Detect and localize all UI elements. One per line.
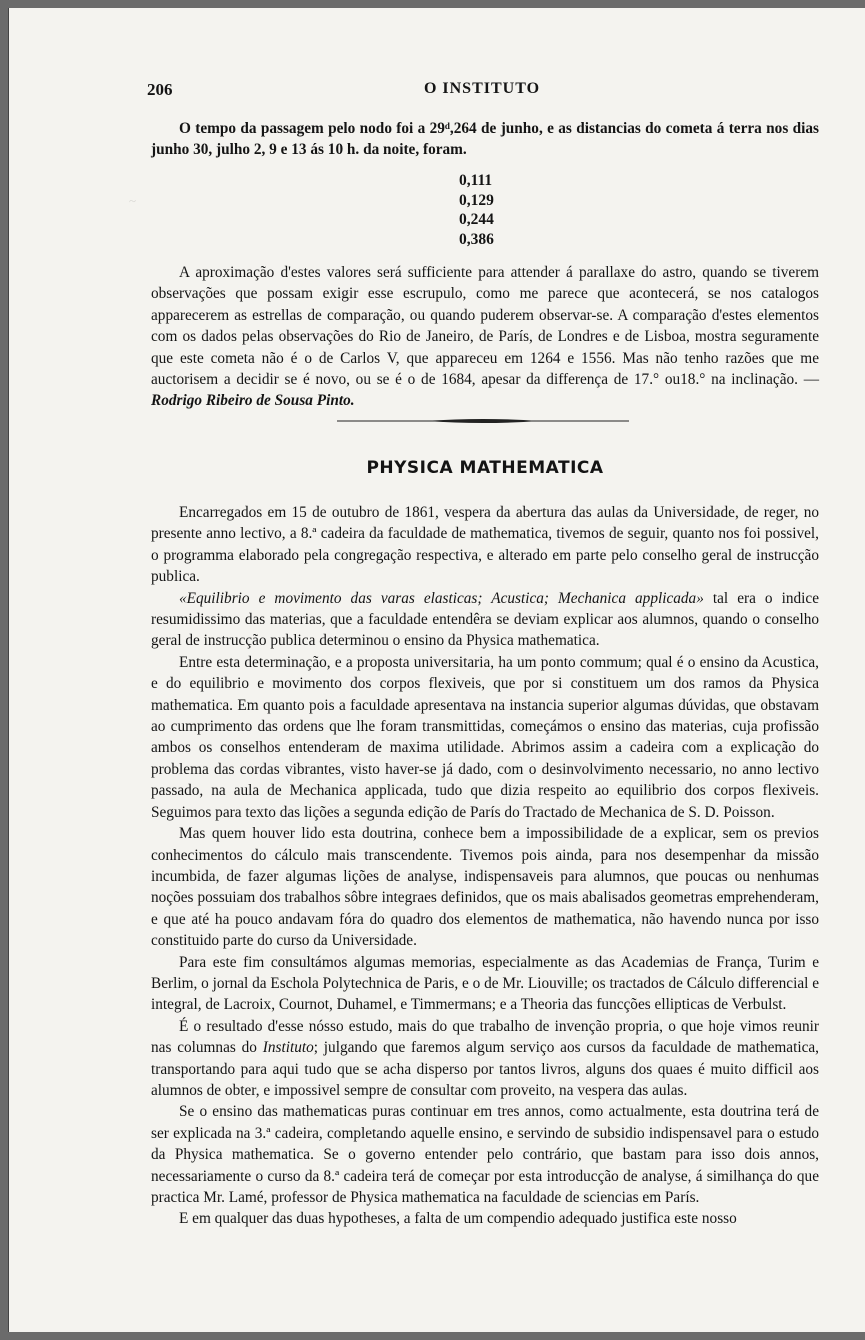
bleed-through: ~: [129, 193, 137, 208]
body-text: tal era o indice resumidissimo das materias, que a faculdade entendêra se deviam explicar aos alumnos, quando o conselho geral de instrucção publica determinou o ensino da Physica mathematica.: [151, 589, 819, 650]
running-title: O INSTITUTO: [423, 80, 541, 97]
author-signature: Rodrigo Ribeiro de Sousa Pinto.: [151, 392, 355, 410]
curriculum-quote: «Equilibrio e movimento das varas elasticas; Acustica; Mechanica applicada»: [179, 589, 704, 607]
body-paragraph: [151, 1016, 819, 1102]
body-paragraph: Mas quem houver lido esta doutrina, conhece bem a impossibilidade de a explicar, sem os previos conhecimentos do cálculo mais transcendente. Tivemos pois ainda, para nos desempenhar da missão incumbida, de fazer algumas lições de analyse, indispensaveis para alumnos, que poucas ou nenhumas noções possuiam dos trabalhos sôbre integraes definidos, que os mais abalisados geometras emprehenderam, e que até ha pouco andavam fóra do quadro dos elementos de mathematica, não havendo nunca por isso constituido parte do curso da Universidade.: [151, 825, 819, 950]
body-paragraph: Encarregados em 15 de outubro de 1861, vespera da abertura das aulas da Universidade, de reger, no presente anno lectivo, a 8.ª cadeira da faculdade de mathematica, tivemos de seguir, quanto nos foi possivel, o programma elaborado pela congregação respectiva, e alterado em parte pelo conselho geral de instrucção publica.: [151, 504, 819, 586]
distance-value: 0,244: [459, 211, 494, 228]
body-paragraph: [151, 588, 819, 652]
distance-value: 0,386: [459, 230, 494, 248]
page-number: 206: [147, 80, 173, 99]
body-text: ; julgando que faremos algum serviço aos cursos da faculdade de mathematica, transportando para aqui tudo que se acha disperso por tantos livros, alguns dos quaes é muito difficil aos alumnos de obter, e impossivel sempre de consultar com proveito, na vespera das aulas.: [151, 1039, 819, 1099]
body-paragraph: Se o ensino das mathematicas puras continuar em tres annos, como actualmente, esta doutrina terá de ser explicada na 3.ª cadeira, completando aquelle ensino, e servindo de subsidio indispensavel para o estudo da Physica mathematica. Se o governo entender pelo contrário, que bastam para isso dois annos, necessariamente o curso da 8.ª cadeira terá de começar por esta introducção de analyse, á similhança do que practica Mr. Lamé, professor de Physica mathematica na faculdade de sciencias em París.: [151, 1103, 819, 1206]
body-paragraph: Entre esta determinação, e a proposta universitaria, ha um ponto commum; qual é o ensino da Acustica, e do equilibrio e movimento dos corpos flexiveis, que por si constituem um dos ramos da Physica mathematica. Em quanto pois a faculdade apresentava na instancia superior algumas dúvidas, que obstavam ao cumprimento das ordens que lhe foram transmittidas, começámos o ensino das materias, cuja profissão ambos os conselhos entenderam de maxima utilidade. Abrimos assim a cadeira com a explicação do problema das cordas vibrantes, visto haver-se já dado, com o desinvolvimento necessario, no anno lectivo passado, na aula de Mechanica applicada, tudo que dizia respeito ao equilibrio dos corpos flexiveis. Seguimos para texto das lições a segunda edição de París do Tractado de Mechanica de S. D. Poisson.: [151, 653, 819, 821]
article-body: [151, 502, 819, 1230]
distance-values: [459, 171, 539, 249]
distance-value: 0,129: [459, 191, 494, 209]
approximation-text: A aproximação d'estes valores será sufficiente para attender á parallaxe do astro, quando se tiverem observações que possam exigir esse escrupulo, como me parece que acontecerá, se nos catalogos apparecerem as estrellas de comparação, ou quando puderem observar-se. A comparação d'estes elementos com os dados pelas observações do Rio de Janeiro, de París, de Londres e de Lisboa, mostra seguramente que este cometa não é o de Carlos V, que appareceu em 1264 e 1556. Mas não tenho razões que me auctorisem a decidir se é novo, ou se é o de 1684, apesar da differença de 17.° ou18.° na inclinação. —: [151, 264, 819, 389]
distance-value: 0,111: [459, 172, 493, 189]
body-paragraph: E em qualquer das duas hypotheses, a falta de um compendio adequado justifica este nosso: [179, 1210, 737, 1228]
page-header: [147, 80, 817, 104]
section-divider: [337, 417, 629, 425]
journal-title: Instituto: [262, 1039, 314, 1057]
approximation-paragraph: [151, 262, 819, 412]
section-heading: PHYSICA MATHEMATICA: [366, 458, 604, 478]
intro-paragraph: O tempo da passagem pelo nodo foi a 29ᵈ,264 de junho, e as distancias do cometa á terra nos dias junho 30, julho 2, 9 e 13 ás 10 h. da noite, foram.: [151, 120, 819, 159]
body-text: É o resultado d'esse nósso estudo, mais do que trabalho de invenção propria, o que hoje vimos reunir nas columnas do: [151, 1017, 819, 1057]
document-page: [8, 8, 865, 1332]
body-paragraph: Para este fim consultámos algumas memorias, especialmente as das Academias de França, Turim e Berlim, o jornal da Eschola Polytechnica de Paris, e o de Mr. Liouville; os tractados de Cálculo differencial e integral, de Lacroix, Cournot, Duhamel, e Timmermans; e a Theoria das funcções ellipticas de Verbulst.: [151, 953, 819, 1014]
